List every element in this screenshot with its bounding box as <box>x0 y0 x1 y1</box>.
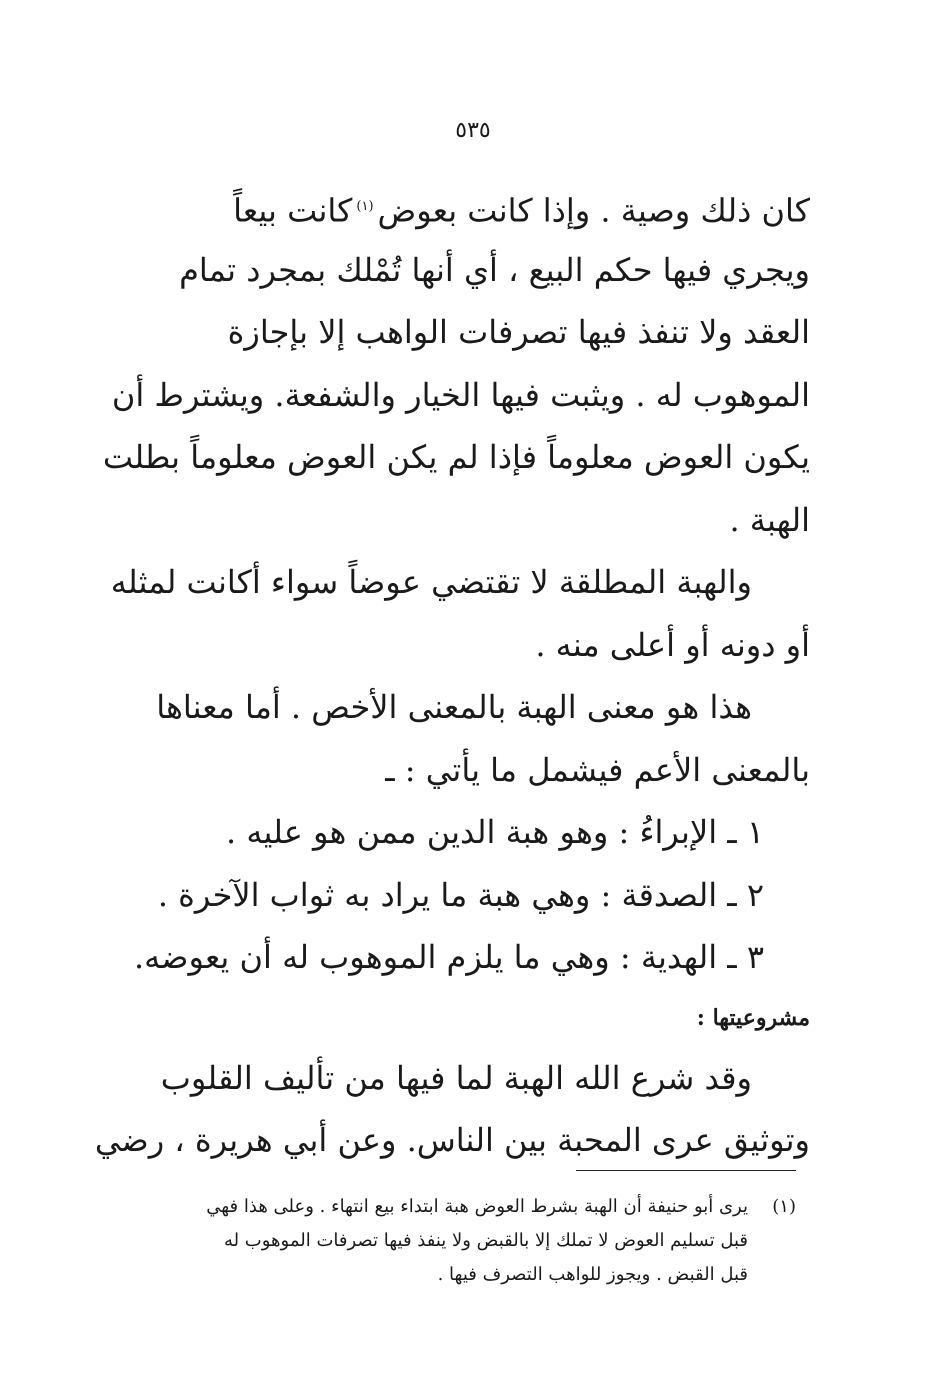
page-number: ٥٣٥ <box>455 118 491 143</box>
text-line: الموهوب له . ويثبت فيها الخيار والشفعة. ويشترط أن <box>111 375 810 414</box>
footnote-line: يرى أبو حنيفة أن الهبة بشرط العوض هبة ابتداء بيع انتهاء . وعلى هذا فهي <box>206 1196 748 1217</box>
text-segment: كانت بيعاً <box>233 191 353 230</box>
text-line: العقد ولا تنفذ فيها تصرفات الواهب إلا بإجازة <box>227 313 810 351</box>
text-line: والهبة المطلقة لا تقتضي عوضاً سواء أكانت لمثله <box>110 563 752 601</box>
list-item: ٣ ـ الهدية : وهي ما يلزم الموهوب له أن يعوضه. <box>133 938 764 976</box>
text-line: بالمعنى الأعم فيشمل ما يأتي : ـ <box>385 750 810 789</box>
text-line <box>130 176 810 239</box>
text-line: هذا هو معنى الهبة بالمعنى الأخص . أما معناها <box>156 688 752 726</box>
text-line: وتوثيق عرى المحبة بين الناس. وعن أبي هريرة ، رضي <box>94 1121 810 1159</box>
footnote-reference[interactable]: (١) <box>356 199 374 214</box>
main-text <box>94 176 810 1172</box>
section-heading: مشروعيتها : <box>696 1004 810 1031</box>
text-line: يكون العوض معلوماً فإذا لم يكن العوض معلوماً بطلت <box>102 438 810 476</box>
footnote-number: (١) <box>772 1196 796 1217</box>
list-item: ١ ـ الإبراءُ : وهو هبة الدين ممن هو عليه . <box>225 813 764 851</box>
footnote-line: قبل تسليم العوض لا تملك إلا بالقبض ولا ينفذ فيها تصرفات الموهوب له <box>223 1230 748 1251</box>
text-segment: كان ذلك وصية . وإذا كانت بعوض <box>377 191 810 230</box>
text-line: وقد شرع الله الهبة لما فيها من تأليف القلوب <box>160 1058 752 1097</box>
text-line: أو دونه أو أعلى منه . <box>535 625 810 664</box>
text-line: ويجري فيها حكم البيع ، أي أنها تُمْلك بمجرد تمام <box>179 250 810 289</box>
list-item: ٢ ـ الصدقة : وهي هبة ما يراد به ثواب الآخرة . <box>157 875 764 914</box>
footnote <box>126 1190 796 1292</box>
text-line: الهبة . <box>729 500 810 539</box>
footnote-text <box>126 1190 796 1292</box>
footnote-divider <box>576 1170 796 1171</box>
footnote-line: قبل القبض . ويجوز للواهب التصرف فيها . <box>437 1264 748 1285</box>
